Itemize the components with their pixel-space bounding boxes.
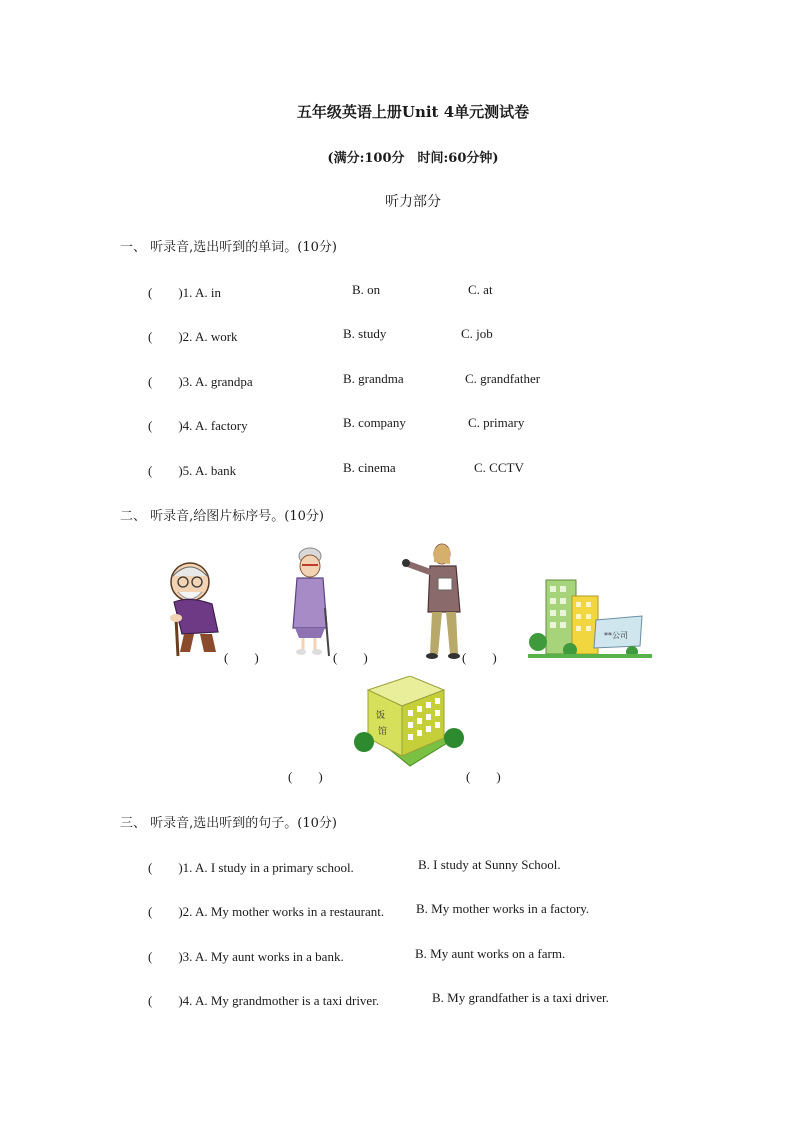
s1-q3-c: C. grandfather [465,371,541,386]
s2-blank-4[interactable]: ( ) [288,769,323,784]
s3-q2-b: B. My mother works in a factory. [416,901,590,916]
s3-q3-a: ( )3. A. My aunt works in a bank. [148,949,344,964]
s3-q1-b: B. I study at Sunny School. [418,857,561,872]
s3-q1-a: ( )1. A. I study in a primary school. [148,860,354,875]
s2-blank-5[interactable]: ( ) [466,769,501,784]
s1-q3-b: B. grandma [343,371,404,386]
s1-q4-b: B. company [343,415,406,430]
page-title: 五年级英语上册Unit 4单元测试卷 [296,103,530,121]
s1-q2-a: ( )2. A. work [148,329,238,344]
restaurant-picture [354,676,466,776]
s3-q4-b: B. My grandfather is a taxi driver. [432,990,609,1005]
s2-blank-3[interactable]: ( ) [462,650,497,665]
s1-q5-a: ( )5. A. bank [148,463,237,478]
s2-blank-2[interactable]: ( ) [333,650,368,665]
s1-q4-a: ( )4. A. factory [148,418,248,433]
reporter-picture [398,542,468,660]
s1-q2-c: C. job [461,326,493,341]
s1-q3-a: ( )3. A. grandpa [148,374,253,389]
s2-blank-1[interactable]: ( ) [224,650,259,665]
company-picture [528,576,652,660]
part-heading: 听力部分 [385,194,441,210]
s3-q2-a: ( )2. A. My mother works in a restaurant. [148,904,385,919]
restaurant-sign-char-2: 馆 [378,727,388,737]
company-sign-text: **公司 [604,631,628,640]
s1-q5-b: B. cinema [343,460,396,475]
s1-q1-c: C. at [468,282,493,297]
s1-q5-c: C. CCTV [474,460,524,475]
grandpa-picture [160,560,230,660]
restaurant-sign-char-1: 饭 [376,711,386,721]
section3-heading: 三、 听录音,选出听到的句子。(10分) [120,816,337,831]
s1-q2-b: B. study [343,326,387,341]
section2-heading: 二、 听录音,给图片标序号。(10分) [120,509,324,524]
s3-q3-b: B. My aunt works on a farm. [415,946,566,961]
s3-q4-a: ( )4. A. My grandmother is a taxi driver. [148,993,380,1008]
score-time-info: (满分:100分 时间:60分钟) [327,151,499,166]
s1-q1-a: ( )1. A. in [148,285,221,300]
s1-q4-c: C. primary [468,415,525,430]
section1-heading: 一、 听录音,选出听到的单词。(10分) [120,240,337,255]
grandma-picture [285,546,335,658]
s1-q1-b: B. on [352,282,381,297]
